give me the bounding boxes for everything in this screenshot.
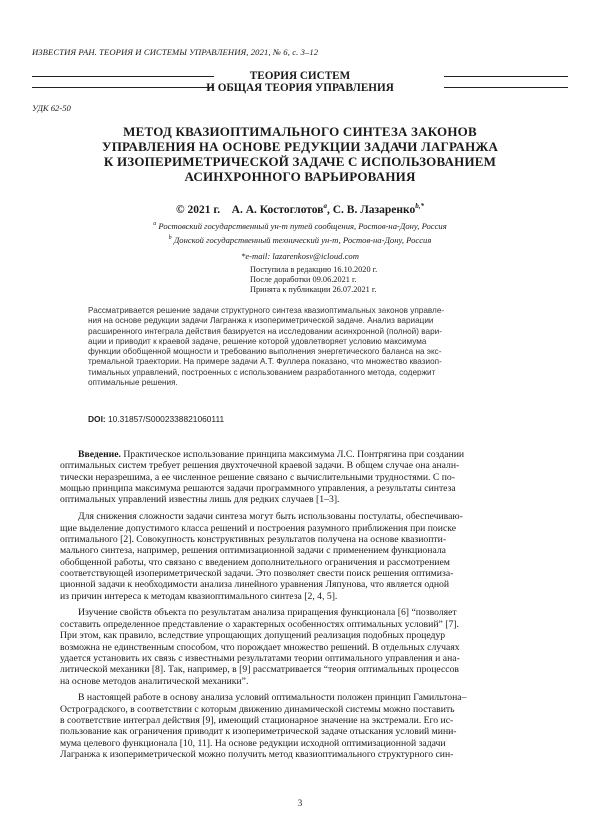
date-line: После доработки 09.06.2021 г.	[250, 275, 357, 284]
paragraph-line: обобщенной работы, что связано с введением дополнительного ограничения и рассмотрением	[60, 556, 450, 568]
title-line: УПРАВЛЕНИЯ НА ОСНОВЕ РЕДУКЦИИ ЗАДАЧИ ЛАГРАНЖА	[101, 139, 499, 154]
abstract	[88, 306, 512, 388]
paragraph	[60, 607, 540, 686]
paragraph-line: оптимальных управлений известны лишь для редких случаев [1–3].	[60, 494, 340, 506]
paragraph-line: Остроградского, в соответствии с которым движению динамической системы можно поставить	[60, 703, 455, 715]
paragraph-line: В настоящей работе в основу анализа условий оптимальности положен принцип Гамильтона–	[78, 692, 467, 704]
abstract-line: ния на основе редукции задачи Лагранжа к изопериметрической задаче. Анализ вариации	[88, 316, 434, 326]
abstract-line: Рассматривается решение задачи структурного синтеза квазиоптимальных законов управле-	[88, 306, 445, 315]
paragraph-line: из причин интереса к методам квазиоптимального синтеза [2, 4, 5].	[60, 590, 338, 602]
doi-label: DOI:	[88, 414, 106, 424]
paragraph	[60, 449, 540, 506]
paragraph-text: Практическое использование принципа максимума Л.С. Понтрягина при создании	[123, 449, 465, 460]
paragraph-line: пользование как ограничения приводит к изопериметрической задаче отыскания условий мини-	[60, 726, 457, 738]
paragraph-line: мощью принципа максимума решаются задачи программного управления, а результаты синтеза	[60, 483, 456, 495]
affiliation-sup: b	[168, 235, 172, 242]
abstract-line: ации и приводит к краевой задаче, решение которой удовлетворяет условию максимума	[88, 336, 427, 346]
copyright-year: © 2021 г.	[175, 203, 221, 216]
author-name: А. А. Костоглотов	[231, 203, 324, 216]
paragraph-line: составить определенное представление о характерных особенностях оптимальных условий” [7].	[60, 618, 459, 630]
paragraph-line: оптимальных систем требует решения двухточечной краевой задачи. В общем случае она аналн-	[60, 460, 460, 472]
affiliation-sup: a	[153, 221, 157, 228]
section-rubric	[32, 70, 568, 100]
affiliation	[32, 235, 568, 245]
paragraph-line: При этом, как правило, вследствие упрощающих допущений реализация подобных процедур	[60, 630, 446, 642]
author-name: С. В. Лазаренко	[332, 203, 416, 216]
doi-link[interactable]: 10.31857/S0002338821060111	[108, 414, 225, 424]
rubric-line-2: И ОБЩАЯ ТЕОРИЯ УПРАВЛЕНИЯ	[206, 82, 394, 94]
paragraph-line: на основе методов аналитической механики”.	[60, 675, 249, 687]
paragraph-line	[60, 449, 540, 460]
paragraph-line: в соответствие интеграл действия [9], имеющий стационарное значение на экстремали. Его ис-	[60, 715, 454, 727]
paragraph-line: Изучение свойств объекта по результатам анализа приращения функционала [6] “позволяет	[78, 607, 457, 619]
affiliation	[32, 221, 568, 231]
paragraph-line: мального синтеза, например, решения оптимизационной задачи с применением функционала	[60, 545, 446, 557]
paragraph-line: Для снижения сложности задачи синтеза могут быть использованы постулаты, обеспечиваю-	[78, 511, 463, 523]
paragraph	[60, 692, 540, 760]
paragraph	[60, 511, 540, 602]
paragraph-line: литической механики [8]. Так, например, в [9] рассматривается “теория оптимальных процессов	[60, 664, 459, 676]
paragraph-line: ционной задачи к необходимости анализа линейного уравнения Ляпунова, что является одной	[60, 579, 450, 591]
paragraph-line: Лагранжа к изопериметрической можно получить метод квазиоптимального структурного син-	[60, 749, 454, 761]
page-number: 3	[297, 798, 303, 808]
title-line: К ИЗОПЕРИМЕТРИЧЕСКОЙ ЗАДАЧЕ С ИСПОЛЬЗОВАНИЕМ	[103, 154, 497, 169]
doi	[88, 414, 224, 424]
affiliation-text: Ростовский государственный ун-т путей сообщения, Ростов-на-Дону, Россия	[158, 221, 447, 231]
abstract-line: функции обобщенной мощности и требованию выполнения энергетического баланса на экс-	[88, 347, 442, 357]
author-sup: a	[323, 202, 327, 210]
author-separator: ,	[326, 203, 333, 216]
date-line: Поступила в редакцию 16.10.2020 г.	[250, 265, 378, 274]
paragraph-line: удается установить их связь с известными результатами теории оптимального управления и ана-	[60, 652, 460, 664]
author-sup: b,*	[415, 202, 425, 210]
paragraph-line: мума целевого функционала [10, 11]. На основе редукции исходной оптимизационной задачи	[60, 737, 446, 749]
running-header: ИЗВЕСТИЯ РАН. ТЕОРИЯ И СИСТЕМЫ УПРАВЛЕНИЯ, 2021, № 6, с. 3–12	[32, 47, 319, 57]
paragraph-line: оптимального [2]. Совокупность конструктивных результатов получена на основе квазиопти-	[60, 533, 447, 545]
udk-code: УДК 62-50	[32, 103, 71, 113]
abstract-line: тремальной траектории. На примере задачи А.Т. Фуллера показано, что множество квазиоп-	[88, 357, 442, 367]
paragraph-line: соответствующей изопериметрической задачи. Это позволяет свести поиск решения оптимиза-	[60, 567, 454, 579]
paragraph-line: возможна не единственным способом, что порождает множество решений. В отдельных случаях	[60, 641, 460, 653]
rubric-line-1: ТЕОРИЯ СИСТЕМ	[249, 70, 351, 82]
affiliation-text: Донской государственный технический ун-т, Ростов-на-Дону, Россия	[173, 235, 432, 245]
section-lead: Введение.	[78, 449, 121, 460]
rubric-title	[32, 70, 568, 94]
date-line: Принята к публикации 26.07.2021 г.	[250, 285, 377, 294]
abstract-line: расширенного интеграла действия базируется на исследовании асинхронной (полной) вари-	[88, 326, 442, 336]
title-line: МЕТОД КВАЗИОПТИМАЛЬНОГО СИНТЕЗА ЗАКОНОВ	[123, 124, 477, 139]
author-line	[32, 202, 568, 216]
abstract-line: оптимальные решения.	[88, 378, 178, 388]
title-line: АСИНХРОННОГО ВАРЬИРОВАНИЯ	[184, 169, 416, 184]
abstract-line: тимальных управлений, построенных с использованием разработанного метода, содержит	[88, 367, 436, 377]
article-body	[60, 449, 540, 766]
article-title	[60, 124, 540, 184]
paragraph-line: щие выделение допустимого класса решений и построения разумного приближения при поиске	[60, 522, 457, 534]
submission-dates	[250, 265, 377, 295]
author-email: *e-mail: lazarenkosv@icloud.com	[241, 251, 359, 261]
paragraph-line: тически неразрешима, а ее численное решение связано с вычислительными трудностями. С по-	[60, 471, 456, 483]
